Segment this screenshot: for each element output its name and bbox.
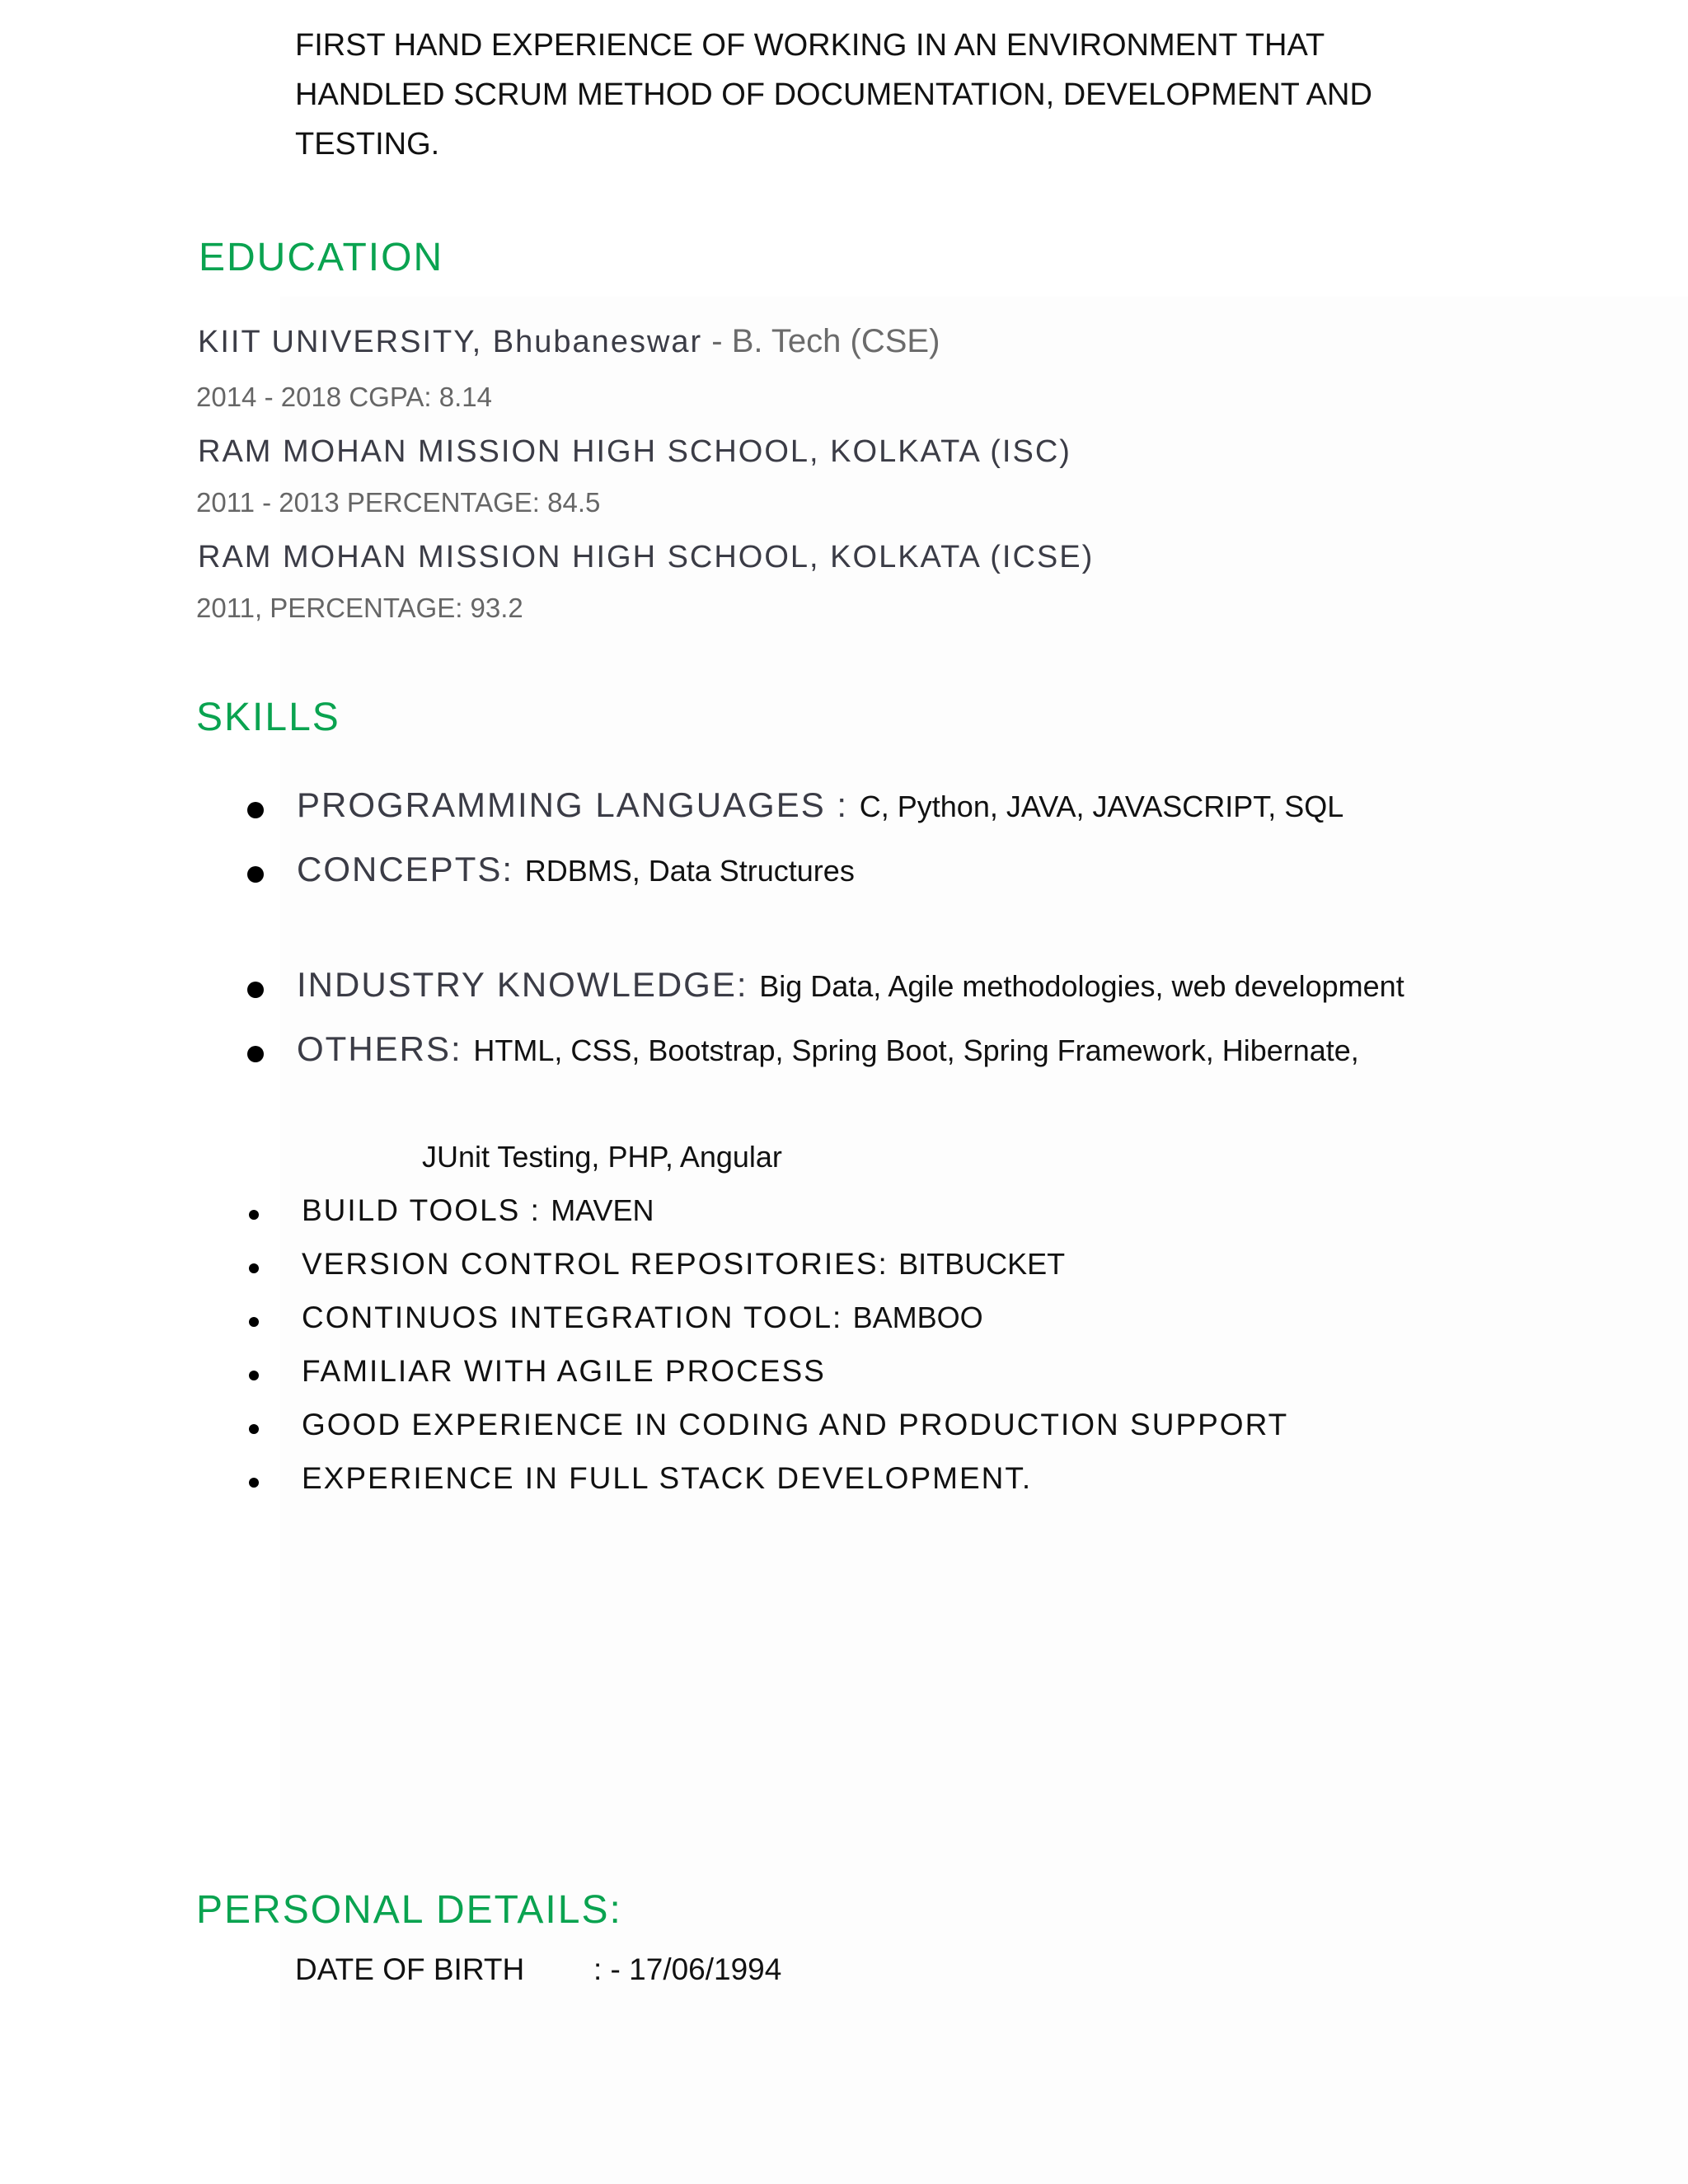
skill-value: RDBMS, Data Structures bbox=[524, 854, 855, 888]
school-name: KIIT UNIVERSITY, Bhubaneswar bbox=[198, 325, 703, 359]
bullet-icon bbox=[249, 1263, 259, 1273]
education-heading: EDUCATION bbox=[199, 236, 444, 279]
skill-label: GOOD EXPERIENCE IN CODING AND PRODUCTION SUPPORT bbox=[302, 1408, 1289, 1441]
bullet-icon bbox=[249, 1371, 259, 1380]
skill-value: MAVEN bbox=[551, 1193, 654, 1227]
dob-label: DATE OF BIRTH bbox=[295, 1952, 525, 1986]
intro-line-3: TESTING. bbox=[295, 127, 440, 162]
skill-item-concepts bbox=[247, 852, 855, 887]
skill-item-ci-tool bbox=[247, 1302, 983, 1333]
bullet-icon bbox=[247, 982, 264, 998]
bullet-icon bbox=[247, 866, 264, 883]
skill-label: CONTINUOS INTEGRATION TOOL: bbox=[302, 1301, 853, 1334]
skill-label: CONCEPTS: bbox=[297, 850, 525, 888]
personal-details-heading: PERSONAL DETAILS: bbox=[196, 1888, 622, 1932]
bullet-icon bbox=[249, 1317, 259, 1327]
skill-value: C, Python, JAVA, JAVASCRIPT, SQL bbox=[859, 790, 1344, 823]
bullet-icon bbox=[249, 1424, 259, 1434]
education-detail-2: 2011 - 2013 PERCENTAGE: 84.5 bbox=[196, 487, 601, 518]
skill-label: BUILD TOOLS : bbox=[302, 1193, 551, 1227]
skill-item-industry bbox=[247, 965, 1404, 1004]
skills-heading: SKILLS bbox=[196, 696, 340, 739]
skill-value: Big Data, Agile methodologies, web development bbox=[759, 969, 1404, 1003]
skill-value: BAMBOO bbox=[852, 1301, 983, 1334]
skill-item-build-tools bbox=[247, 1195, 654, 1226]
bullet-icon bbox=[247, 1046, 264, 1062]
degree-text: - B. Tech (CSE) bbox=[702, 323, 940, 359]
skill-others-continuation: JUnit Testing, PHP, Angular bbox=[422, 1140, 782, 1174]
skill-label: VERSION CONTROL REPOSITORIES: bbox=[302, 1247, 899, 1281]
bullet-icon bbox=[247, 802, 264, 818]
skill-item-programming bbox=[247, 785, 1344, 824]
skill-label: EXPERIENCE IN FULL STACK DEVELOPMENT. bbox=[302, 1461, 1033, 1495]
bullet-icon bbox=[249, 1210, 259, 1220]
education-school-3: RAM MOHAN MISSION HIGH SCHOOL, KOLKATA (ICSE) bbox=[198, 540, 1095, 574]
skill-label: PROGRAMMING LANGUAGES : bbox=[297, 785, 860, 824]
education-detail-3: 2011, PERCENTAGE: 93.2 bbox=[196, 593, 523, 623]
bullet-icon bbox=[249, 1478, 259, 1488]
skill-item-full-stack bbox=[247, 1463, 1032, 1493]
skill-item-coding-support bbox=[247, 1409, 1288, 1440]
skill-item-agile bbox=[247, 1356, 826, 1386]
education-school-1 bbox=[198, 325, 940, 358]
intro-line-1: FIRST HAND EXPERIENCE OF WORKING IN AN ENVIRONMENT THAT bbox=[295, 28, 1325, 63]
skill-value: BITBUCKET bbox=[898, 1247, 1066, 1281]
skill-item-others bbox=[247, 1029, 1359, 1068]
dob-row bbox=[295, 1954, 781, 1985]
skill-label: INDUSTRY KNOWLEDGE: bbox=[297, 965, 760, 1004]
intro-line-2: HANDLED SCRUM METHOD OF DOCUMENTATION, DEVELOPMENT AND bbox=[295, 77, 1372, 112]
education-detail-1: 2014 - 2018 CGPA: 8.14 bbox=[196, 382, 492, 412]
dob-value: : - 17/06/1994 bbox=[593, 1952, 782, 1986]
skill-label: FAMILIAR WITH AGILE PROCESS bbox=[302, 1354, 826, 1388]
skill-item-version-control bbox=[247, 1249, 1065, 1279]
skill-label: OTHERS: bbox=[297, 1029, 474, 1068]
skill-value: HTML, CSS, Bootstrap, Spring Boot, Spring Framework, Hibernate, bbox=[473, 1033, 1359, 1067]
education-school-2: RAM MOHAN MISSION HIGH SCHOOL, KOLKATA (ISC) bbox=[198, 434, 1071, 469]
